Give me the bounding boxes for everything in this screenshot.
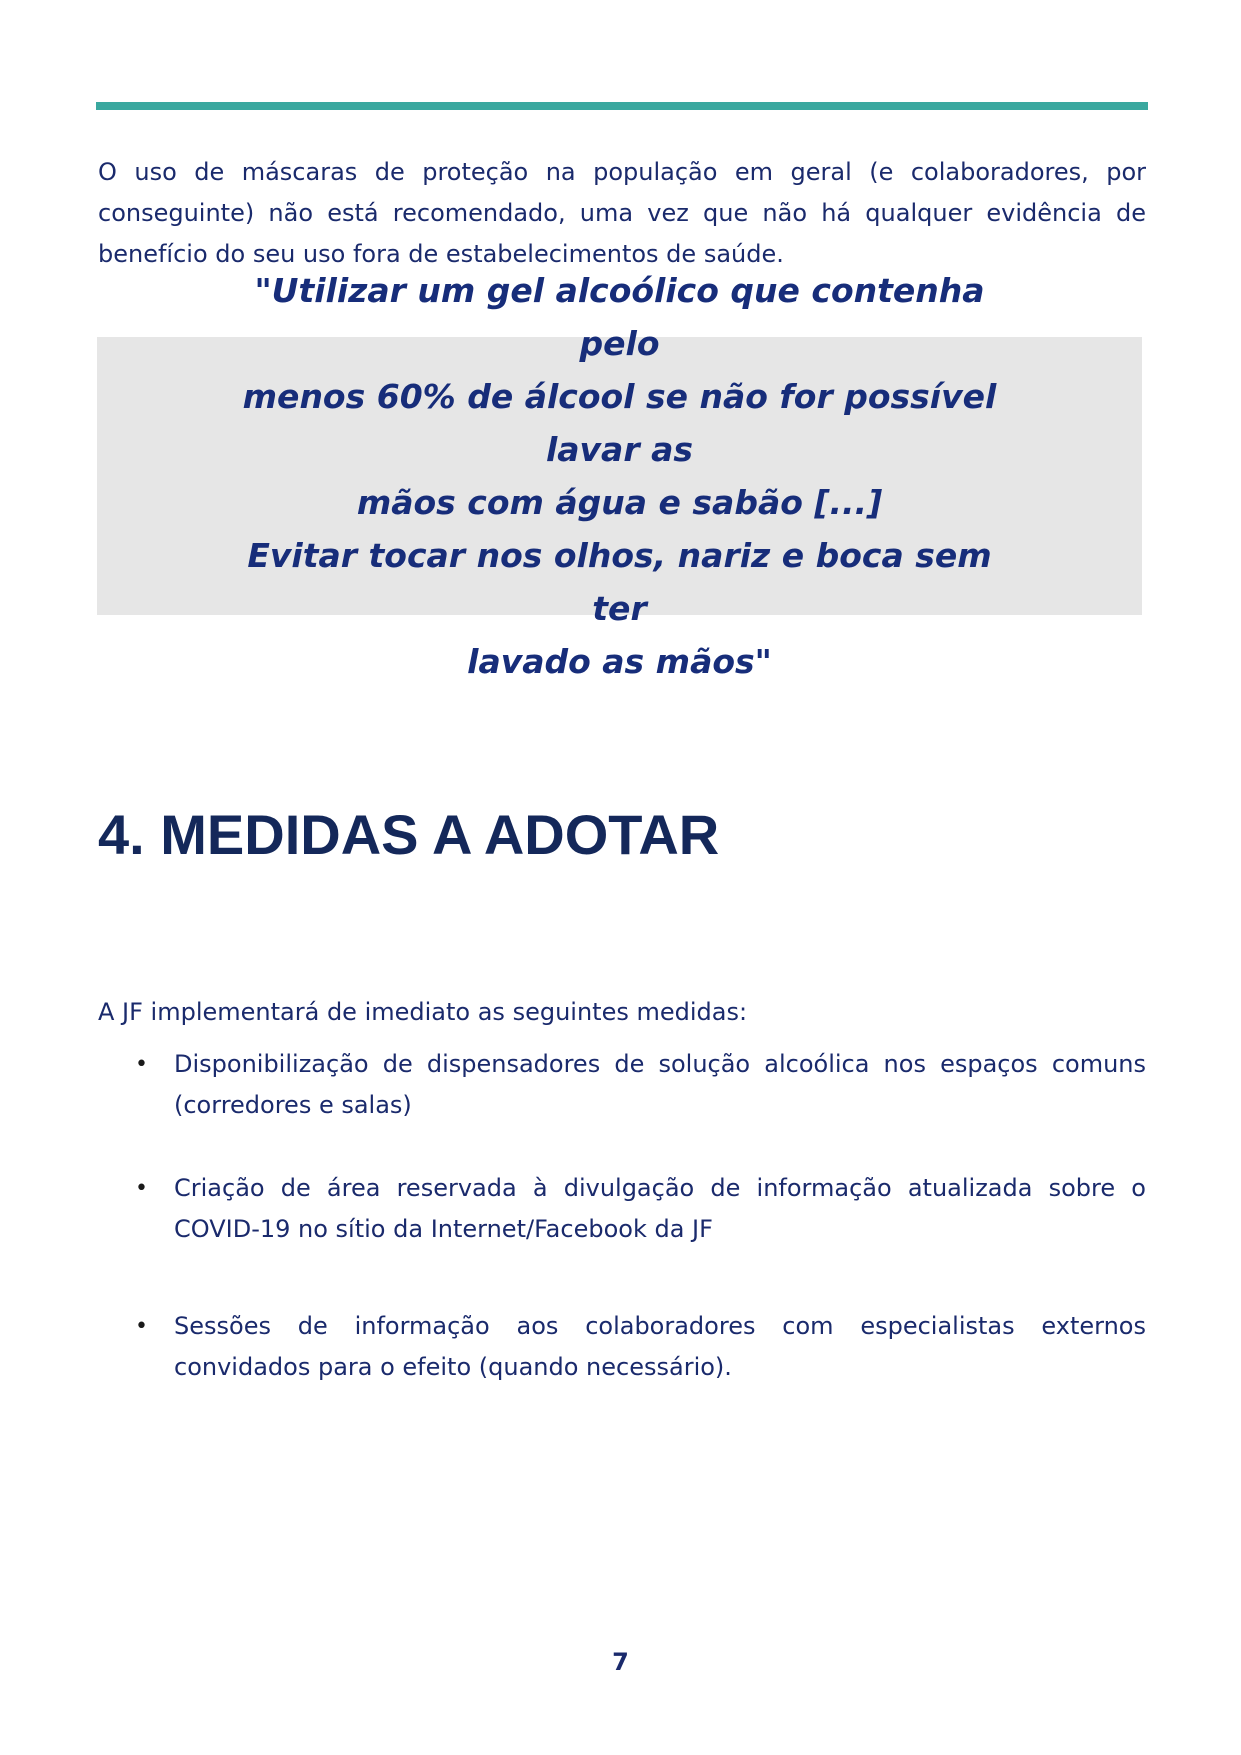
section-heading: 4. MEDIDAS A ADOTAR [98, 803, 720, 866]
bullet-icon: • [135, 1052, 148, 1077]
list-item-text: Sessões de informação aos colaboradores com especialistas externos convidados para o efeito (quando necessário). [174, 1312, 1146, 1381]
top-accent-rule [96, 102, 1148, 110]
list-item-text: Criação de área reservada à divulgação de informação atualizada sobre o COVID-19 no sítio da Internet/Facebook da JF [174, 1174, 1146, 1243]
quote-line: "Utilizar um gel alcoólico que contenha pelo [254, 271, 985, 363]
bullet-icon: • [135, 1314, 148, 1339]
intro-paragraph: O uso de máscaras de proteção na população em geral (e colaboradores, por conseguinte) não está recomendado, uma vez que não há qualquer evidência de benefício do seu uso fora de estabelecimentos de saúde. [98, 158, 1146, 268]
quote-box [97, 271, 1142, 681]
bullet-icon: • [135, 1176, 148, 1201]
quote-line: menos 60% de álcool se não for possível lavar as [242, 377, 997, 469]
quote-text [220, 264, 1020, 688]
page-number: 7 [612, 1648, 629, 1676]
list-item-text: Disponibilização de dispensadores de solução alcoólica nos espaços comuns (corredores e salas) [174, 1050, 1146, 1119]
list-item [98, 1306, 1146, 1388]
quote-line: mãos com água e sabão [...] [356, 483, 883, 522]
list-item [98, 1044, 1146, 1126]
quote-line: lavado as mãos" [467, 642, 772, 681]
list-item [98, 1168, 1146, 1250]
measures-intro: A JF implementará de imediato as seguintes medidas: [98, 998, 748, 1026]
measures-list [98, 1044, 1146, 1388]
quote-line: Evitar tocar nos olhos, nariz e boca sem ter [247, 536, 992, 628]
